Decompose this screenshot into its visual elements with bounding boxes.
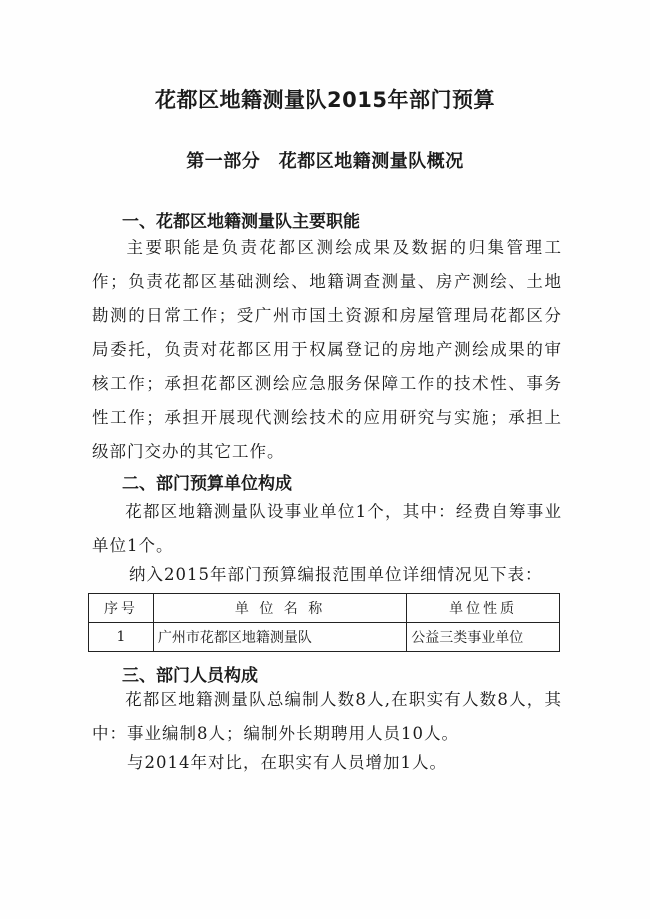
section-3-comparison: 与2014年对比，在职实有人员增加1人。 [127, 753, 447, 772]
col-header-unit-name: 单 位 名 称 [153, 594, 406, 623]
cell-unit-name: 广州市花都区地籍测量队 [153, 623, 406, 652]
col-header-unit-type: 单位性质 [407, 594, 560, 623]
section-3-heading: 三、部门人员构成 [122, 666, 258, 686]
section-1-heading: 一、花都区地籍测量队主要职能 [122, 212, 360, 232]
table-intro: 纳入2015年部门预算编报范围单位详细情况见下表： [129, 565, 543, 584]
document-title: 花都区地籍测量队2015年部门预算 [155, 88, 495, 112]
cell-index: 1 [89, 623, 154, 652]
unit-table [88, 593, 560, 652]
section-1-body: 主要职能是负责花都区测绘成果及数据的归集管理工作；负责花都区基础测绘、地籍调查测量、房产测绘、土地勘测的日常工作；受广州市国土资源和房屋管理局花都区分局委托，负责对花都区用于权属登记的房地产测绘成果的审核工作；承担花都区测绘应急服务保障工作的技术性、事务性工作；承担开展现代测绘技术的应用研究与实施；承担上级部门交办的其它工作。 [92, 238, 562, 461]
section-2-heading: 二、部门预算单位构成 [122, 474, 292, 494]
cell-unit-type: 公益三类事业单位 [407, 623, 560, 652]
table-header-row [89, 594, 560, 623]
part-subtitle: 第一部分 花都区地籍测量队概况 [186, 151, 464, 172]
table-row [89, 623, 560, 652]
col-header-index: 序号 [89, 594, 154, 623]
section-3-body: 花都区地籍测量队总编制人数8人,在职实有人数8人，其中：事业编制8人；编制外长期聘用人员10人。 [92, 690, 562, 743]
section-2-body: 花都区地籍测量队设事业单位1个，其中：经费自筹事业单位1个。 [92, 502, 562, 555]
